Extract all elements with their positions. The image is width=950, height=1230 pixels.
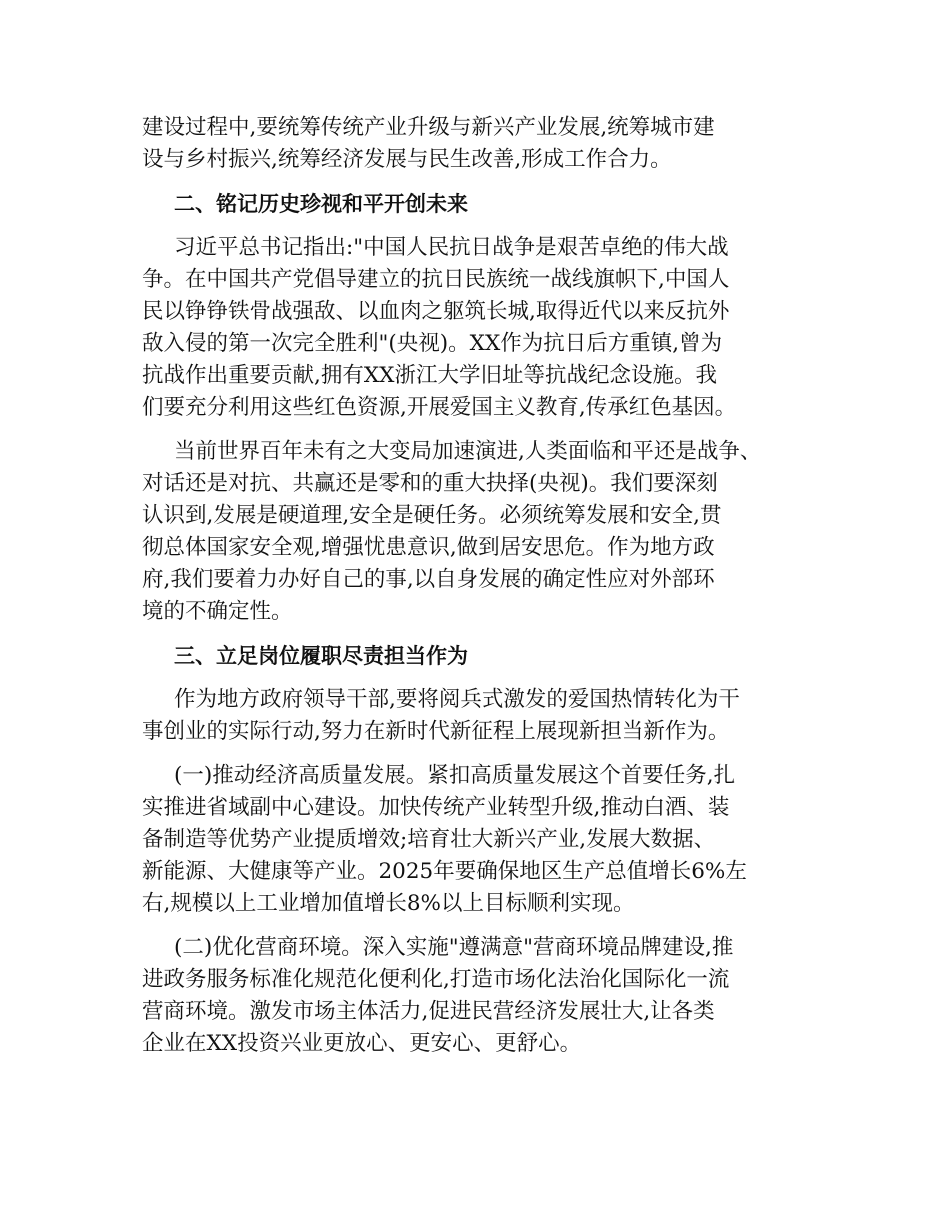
text-line: 认识到,发展是硬道理,安全是硬任务。必须统筹发展和安全,贯	[142, 503, 722, 528]
text-line: 抗战作出重要贡献,拥有XX浙江大学旧址等抗战纪念设施。我	[142, 363, 717, 388]
text-line: (二)优化营商环境。深入实施"遵满意"营商环境品牌建设,推	[174, 935, 734, 960]
text-line: 建设过程中,要统筹传统产业升级与新兴产业发展,统筹城市建	[142, 115, 715, 140]
paragraph	[142, 932, 827, 1060]
text-line: (一)推动经济高质量发展。紧扣高质量发展这个首要任务,扎	[174, 763, 736, 788]
paragraph	[142, 436, 827, 628]
text-line: 企业在XX投资兴业更放心、更安心、更舒心。	[142, 1031, 582, 1056]
text-line: 事创业的实际行动,努力在新时代新征程上展现新担当新作为。	[142, 719, 730, 744]
text-line: 作为地方政府领导干部,要将阅兵式激发的爱国热情转化为干	[174, 687, 740, 712]
text-line: 敌入侵的第一次完全胜利"(央视)。XX作为抗日后方重镇,曾为	[142, 331, 723, 356]
text-line: 右,规模以上工业增加值增长8%以上目标顺利实现。	[142, 891, 635, 916]
text-line: 境的不确定性。	[142, 599, 293, 624]
text-line: 习近平总书记指出:"中国人民抗日战争是艰苦卓绝的伟大战	[174, 235, 729, 260]
text-line: 民以铮铮铁骨战强敌、以血肉之躯筑长城,取得近代以来反抗外	[142, 299, 730, 324]
text-line: 彻总体国家安全观,增强忧患意识,做到居安思危。作为地方政	[142, 535, 715, 560]
paragraph	[142, 232, 827, 424]
paragraph	[142, 760, 827, 920]
text-line: 府,我们要着力办好自己的事,以自身发展的确定性应对外部环	[142, 567, 715, 592]
section-heading: 二、铭记历史珍视和平开创未来	[174, 192, 468, 216]
paragraph	[142, 684, 827, 748]
paragraph	[142, 112, 827, 176]
text-line: 备制造等优势产业提质增效;培育壮大新兴产业,发展大数据、	[142, 827, 716, 852]
document-body	[142, 112, 827, 1072]
text-line: 新能源、大健康等产业。2025年要确保地区生产总值增长6%左	[142, 859, 747, 884]
text-line: 进政务服务标准化规范化便利化,打造市场化法治化国际化一流	[142, 967, 730, 992]
text-line: 当前世界百年未有之大变局加速演进,人类面临和平还是战争、	[174, 439, 762, 464]
text-line: 们要充分利用这些红色资源,开展爱国主义教育,传承红色基因。	[142, 395, 737, 420]
section-heading: 三、立足岗位履职尽责担当作为	[174, 644, 468, 668]
text-line: 对话还是对抗、共赢还是零和的重大抉择(央视)。我们要深刻	[142, 471, 718, 496]
text-line: 营商环境。激发市场主体活力,促进民营经济发展壮大,让各类	[142, 999, 715, 1024]
text-line: 实推进省域副中心建设。加快传统产业转型升级,推动白酒、装	[142, 795, 730, 820]
text-line: 设与乡村振兴,统筹经济发展与民生改善,形成工作合力。	[142, 147, 672, 172]
text-line: 争。在中国共产党倡导建立的抗日民族统一战线旗帜下,中国人	[142, 267, 730, 292]
